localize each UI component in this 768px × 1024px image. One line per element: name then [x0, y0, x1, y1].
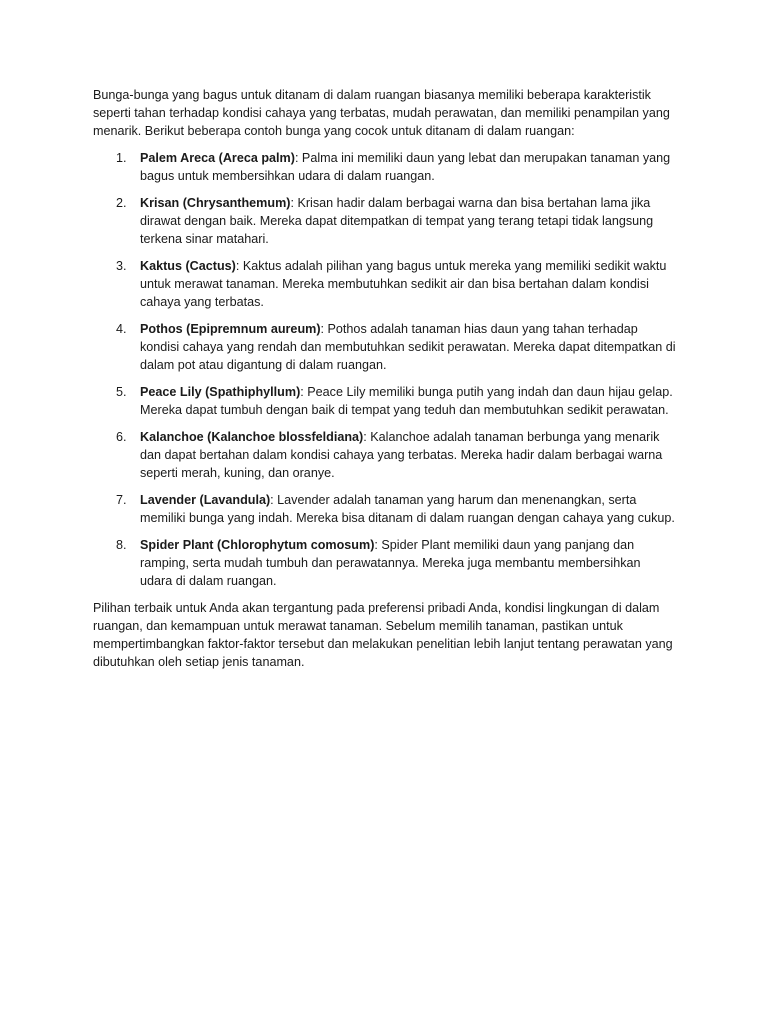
list-item	[93, 194, 676, 249]
list-item	[93, 491, 676, 527]
list-item-text: : Kalanchoe adalah tanaman berbunga yang menarik dan dapat bertahan dalam kondisi cahaya yang terbatas. Mereka hadir dalam berbagai warna seperti merah, kuning, dan oranye.	[140, 429, 663, 481]
list-item	[93, 428, 676, 483]
list-item-text: : Palma ini memiliki daun yang lebat dan merupakan tanaman yang bagus untuk membersihkan udara di dalam ruangan.	[140, 150, 671, 183]
list-item-name: Kalanchoe (Kalanchoe blossfeldiana)	[140, 429, 364, 444]
list-item-name: Kaktus (Cactus)	[140, 258, 236, 273]
list-item	[93, 383, 676, 419]
list-item-text: : Kaktus adalah pilihan yang bagus untuk mereka yang memiliki sedikit waktu untuk merawat tanaman. Mereka membutuhkan sedikit air dan bisa bertahan dalam kondisi cahaya yang terbatas.	[140, 258, 667, 310]
list-item-text: : Spider Plant memiliki daun yang panjang dan ramping, serta mudah tumbuh dan perawatannya. Mereka juga membantu membersihkan udara di dalam ruangan.	[140, 537, 641, 589]
list-item-text: : Krisan hadir dalam berbagai warna dan bisa bertahan lama jika dirawat dengan baik. Mereka dapat ditempatkan di tempat yang terang tetapi tidak langsung terkena sinar matahari.	[140, 195, 654, 246]
closing-paragraph: Pilihan terbaik untuk Anda akan tergantung pada preferensi pribadi Anda, kondisi lingkungan di dalam ruangan, dan kemampuan untuk merawat tanaman. Sebelum memilih tanaman, pastikan untuk mempertimbangkan faktor-faktor tersebut dan melakukan penelitian lebih lanjut tentang perawatan yang dibutuhkan oleh setiap jenis tanaman.	[93, 600, 673, 670]
list-item-text: : Peace Lily memiliki bunga putih yang indah dan daun hijau gelap. Mereka dapat tumbuh dengan baik di tempat yang teduh dan membutuhkan sedikit perawatan.	[140, 384, 673, 418]
list-item-number: 7.	[116, 492, 127, 507]
list-item-number: 5.	[116, 384, 127, 399]
list-item-name: Spider Plant (Chlorophytum comosum)	[140, 537, 375, 552]
list-item-number: 8.	[116, 537, 127, 552]
list-item-name: Krisan (Chrysanthemum)	[140, 195, 291, 210]
list-item	[93, 257, 676, 312]
intro-paragraph: Bunga-bunga yang bagus untuk ditanam di dalam ruangan biasanya memiliki beberapa karakteristik seperti tahan terhadap kondisi cahaya yang terbatas, mudah perawatan, dan memiliki penampilan yang menarik. Berikut beberapa contoh bunga yang cocok untuk ditanam di dalam ruangan:	[93, 88, 670, 139]
list-item-number: 2.	[116, 195, 127, 210]
list-item	[93, 149, 676, 185]
list-item-number: 3.	[116, 258, 127, 273]
list-item-name: Pothos (Epipremnum aureum)	[140, 321, 321, 336]
list-item-name: Lavender (Lavandula)	[140, 492, 271, 507]
list-item-name: Peace Lily (Spathiphyllum)	[140, 384, 301, 399]
list-item-number: 6.	[116, 429, 127, 444]
list-item-number: 1.	[116, 150, 127, 165]
list-item-text: : Pothos adalah tanaman hias daun yang tahan terhadap kondisi cahaya yang rendah dan membutuhkan sedikit perawatan. Mereka dapat ditempatkan di dalam pot atau digantung di dalam ruangan.	[140, 321, 676, 373]
list-item	[93, 320, 676, 375]
list-item-number: 4.	[116, 321, 127, 336]
list-item	[93, 536, 676, 591]
flower-list	[93, 149, 676, 591]
list-item-name: Palem Areca (Areca palm)	[140, 150, 295, 165]
list-item-text: : Lavender adalah tanaman yang harum dan menenangkan, serta memiliki bunga yang indah. Mereka bisa ditanam di dalam ruangan dengan cahaya yang cukup.	[140, 492, 675, 526]
